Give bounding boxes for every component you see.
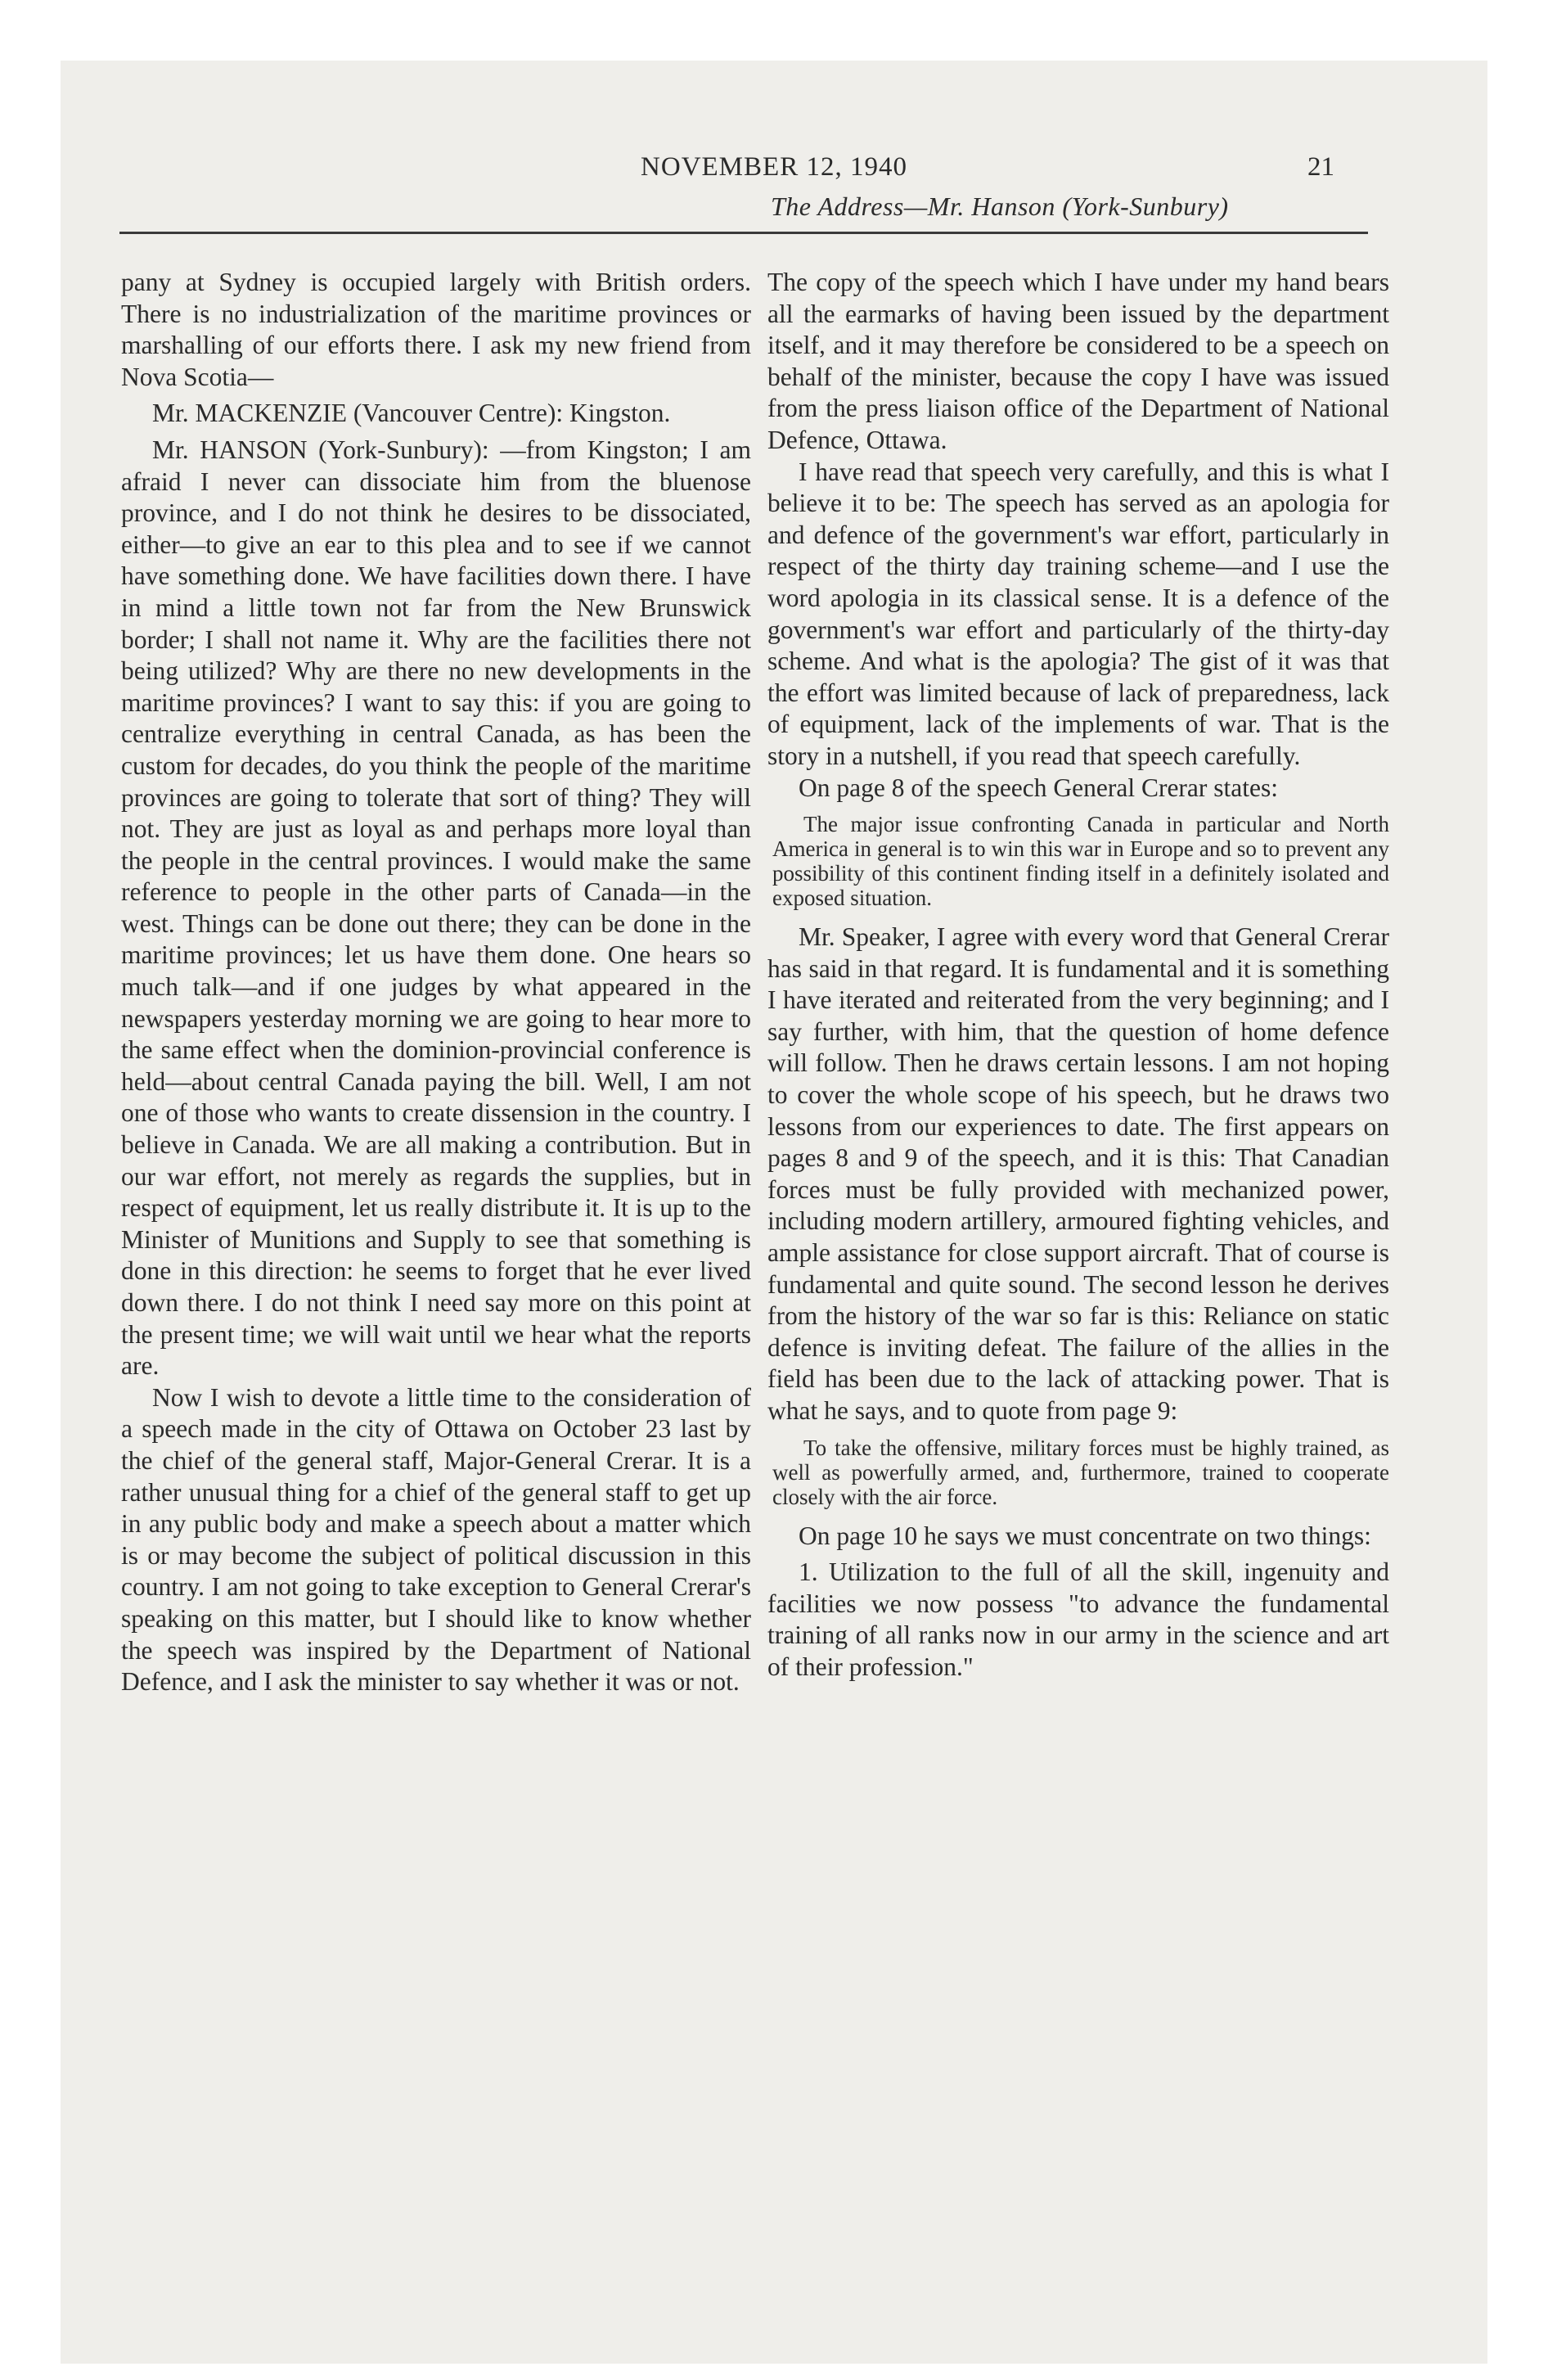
- paragraph: Now I wish to devote a little time to the consideration of a speech made in the city of Ottawa on October 23 last by the chief of the general staff, Major-General Crerar. It is a rather unusual thing for a chief of the general staff to get up in any public body and make a speech about a matter which is or may become the subject of political discussion in this country. I am not going to take exception to General Crerar's speaking on this matter, but I should like to know whether the speech was inspired by the Department of National Defence, and I ask the minister to say whether it was or not.: [121, 1382, 751, 1697]
- paragraph: On page 10 he says we must concentrate on two things:: [799, 1521, 1371, 1550]
- page-number: 21: [1307, 152, 1334, 182]
- paragraph: pany at Sydney is occupied largely with British orders. There is no industrialization of the maritime provinces or marshalling of our efforts there. I ask my new friend from Nova Scotia—: [121, 268, 751, 391]
- paragraph: Mr. MACKENZIE (Vancouver Centre): Kingston.: [152, 399, 671, 428]
- header-date: NOVEMBER 12, 1940: [641, 152, 907, 182]
- right-column: [767, 267, 1389, 1684]
- running-title: The Address—Mr. Hanson (York-Sunbury): [771, 192, 1229, 221]
- paragraph: Mr. HANSON (York-Sunbury): —from Kingston; I am afraid I never can dissociate him from the bluenose province, and I do not think he desires to be dissociated, either—to give an ear to this plea and to see if we cannot have something done. We have facilities down there. I have in mind a little town not far from the New Brunswick border; I shall not name it. Why are the facilities there not being utilized? Why are there no new developments in the maritime provinces? I want to say this: if you are going to centralize everything in central Canada, as has been the custom for decades, do you think the people of the maritime provinces are going to tolerate that sort of thing? They will not. They are just as loyal as and perhaps more loyal than the people in the central provinces. I would make the same reference to people in the other parts of Canada—in the west. Things can be done out there; they can be done in the maritime provinces; let us have them done. One hears so much talk—and if one judges by what appeared in the newspapers yesterday morning we are going to hear more to the same effect when the dominion-provincial conference is held—about central Canada paying the bill. Well, I am not one of those who wants to create dissension in the country. I believe in Canada. We are all making a contribution. But in our war effort, not merely as regards the supplies, but in respect of equipment, let us really distribute it. It is up to the Minister of Munitions and Supply to see that something is done in this direction: he seems to forget that he ever lived down there. I do not think I need say more on this point at the present time; we will wait until we hear what the reports are.: [121, 435, 751, 1381]
- paragraph: On page 8 of the speech General Crerar states:: [799, 773, 1278, 802]
- paragraph: I have read that speech very carefully, and this is what I believe it to be: The speech has served as an apologia for and defence of the government's war effort, particularly in respect of the thirty day training scheme—and I use the word apologia in its classical sense. It is a defence of the government's war effort and particularly of the thirty-day scheme. And what is the apologia? The gist of it was that the effort was limited because of lack of preparedness, lack of equipment, lack of the implements of war. That is the story in a nutshell, if you read that speech carefully.: [767, 457, 1389, 770]
- block-quote: The major issue confronting Canada in particular and North America in general is to win this war in Europe and so to prevent any possibility of this continent finding itself in a definitely isolated and exposed situation.: [772, 812, 1389, 911]
- header-rule: [119, 232, 1368, 234]
- paragraph: 1. Utilization to the full of all the skill, ingenuity and facilities we now possess "to advance the fundamental training of all ranks now in our army in the science and art of their profession.": [767, 1557, 1389, 1681]
- left-column: [121, 267, 751, 1698]
- block-quote: To take the offensive, military forces must be highly trained, as well as powerfully armed, and, furthermore, trained to cooperate closely with the air force.: [772, 1435, 1389, 1509]
- paragraph: The copy of the speech which I have under my hand bears all the earmarks of having been issued by the department itself, and it may therefore be considered to be a speech on behalf of the minister, because the copy I have was issued from the press liaison office of the Department of National Defence, Ottawa.: [767, 268, 1389, 454]
- paragraph: Mr. Speaker, I agree with every word that General Crerar has said in that regard. It is fundamental and it is something I have iterated and reiterated from the very beginning; and I say further, with him, that the question of home defence will follow. Then he draws certain lessons. I am not hoping to cover the whole scope of his speech, but he draws two lessons from our experiences to date. The first appears on pages 8 and 9 of the speech, and it is this: That Canadian forces must be fully provided with mechanized power, including modern artillery, armoured fighting vehicles, and ample assistance for close support aircraft. That of course is fundamental and quite sound. The second lesson he derives from the history of the war so far is this: Reliance on static defence is inviting defeat. The failure of the allies in the field has been due to the lack of attacking power. That is what he says, and to quote from page 9:: [767, 922, 1389, 1425]
